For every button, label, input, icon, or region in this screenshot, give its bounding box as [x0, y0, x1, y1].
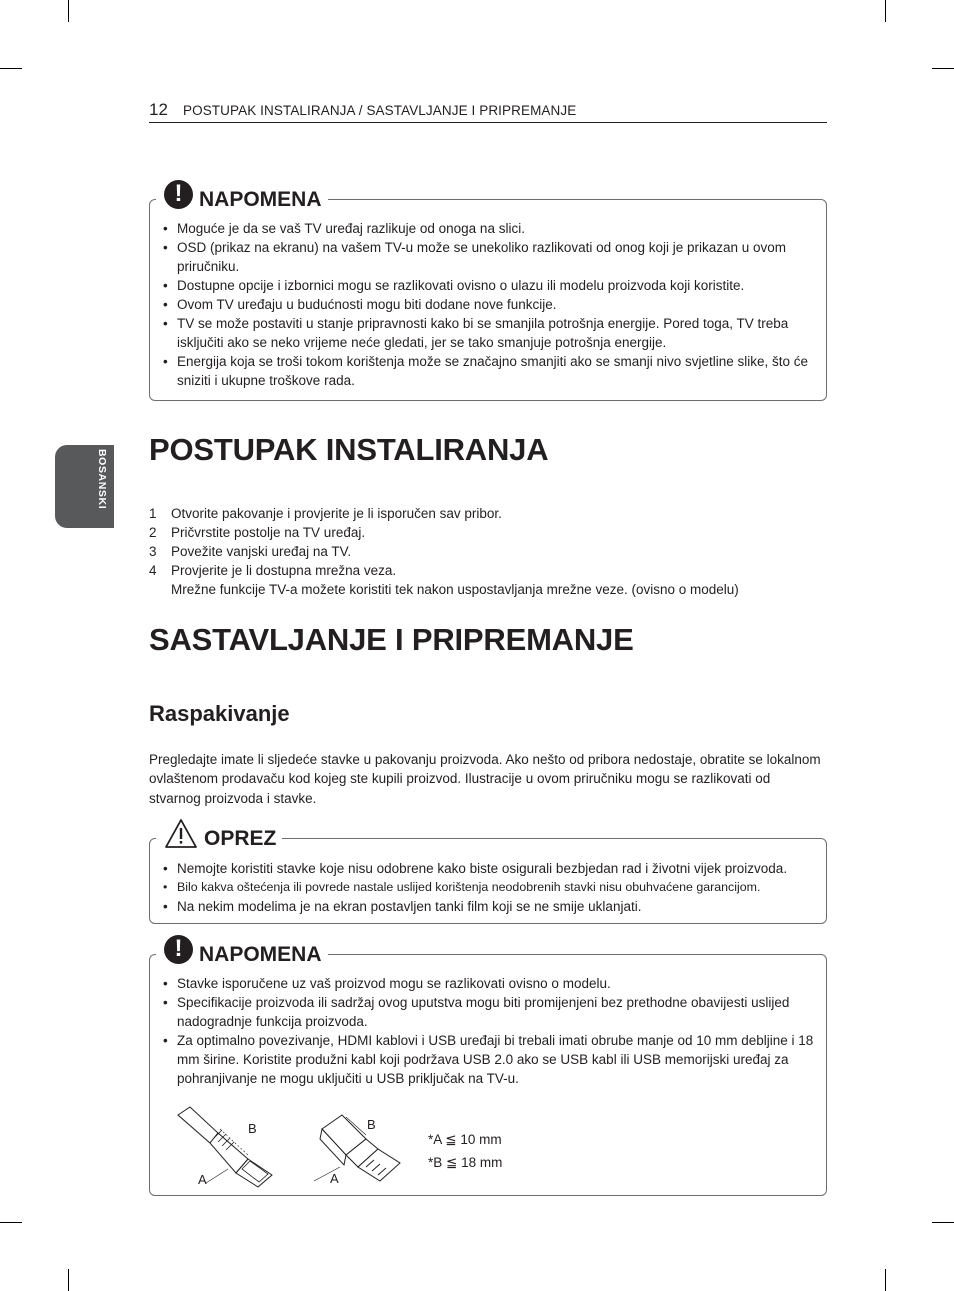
note-box [149, 180, 827, 401]
list-item: • Specifikacije proizvoda ili sadržaj ovog uputstva mogu biti promijenjeni bez prethodne obavijesti uslijed nadogradnje funkcija proizvoda. [163, 993, 816, 1031]
step-extra-text: Mrežne funkcije TV-a možete koristiti tek nakon uspostavljanja mrežne veze. (ovisno o modelu) [171, 582, 739, 597]
dimension-label-a: A [330, 1171, 339, 1186]
step-number: 4 [149, 563, 157, 578]
list-item: • Ovom TV uređaju u budućnosti mogu biti dodane nove funkcije. [163, 295, 816, 314]
step-item [149, 542, 829, 561]
caution-title: OPREZ [204, 827, 277, 850]
step-text: Provjerite je li dostupna mrežna veza. [171, 563, 397, 578]
running-title: POSTUPAK INSTALIRANJA / SASTAVLJANJE I PRIPREMANJE [183, 103, 577, 118]
step-item [149, 561, 829, 599]
caution-list [163, 859, 816, 916]
note-list [163, 974, 816, 1088]
dimension-label-b: B [367, 1117, 376, 1132]
list-item: • Dostupne opcije i izbornici mogu se razlikovati ovisno o ulazu ili modelu proizvoda koji koristite. [163, 276, 816, 295]
dimension-label-b: B [248, 1121, 257, 1136]
crop-mark [932, 68, 954, 69]
step-item [149, 504, 829, 523]
crop-mark [68, 0, 69, 22]
section-title: POSTUPAK INSTALIRANJA [149, 432, 549, 467]
crop-mark [0, 68, 22, 69]
caution-box [149, 827, 827, 924]
list-item: • Energija koja se troši tokom korištenja može se značajno smanjiti ako se smanji nivo svjetline slike, što će sniziti i ukupne troškove rada. [163, 352, 816, 390]
crop-mark [885, 0, 886, 22]
intro-paragraph: Pregledajte imate li sljedeće stavke u pakovanju proizvoda. Ako nešto od pribora nedostaje, obratite se lokalnom ovlaštenom prodavaču kod kojeg ste kupili proizvod. Ilustracije u ovom priručniku mogu se razlikovati od stvarnog proizvoda i stavke. [149, 752, 821, 806]
step-text: Pričvrstite postolje na TV uređaj. [171, 525, 366, 540]
subsection-title: Raspakivanje [149, 701, 290, 726]
list-item: • Na nekim modelima je na ekran postavljen tanki film koji se ne smije uklanjati. [163, 897, 816, 916]
warning-triangle-icon [164, 818, 198, 850]
list-item: • Nemojte koristiti stavke koje nisu odobrene kako biste osigurali bezbjedan rad i životni vijek proizvoda. [163, 859, 816, 878]
step-item [149, 523, 829, 542]
exclamation-icon: ! [164, 935, 193, 964]
dimension-spec-b: *B ≦ 18 mm [428, 1155, 503, 1170]
step-number: 3 [149, 544, 157, 559]
language-tab-label: BOSANSKI [96, 449, 108, 510]
dimension-label-a: A [198, 1172, 207, 1187]
crop-mark [932, 1222, 954, 1223]
list-item: • Moguće je da se vaš TV uređaj razlikuje od onoga na slici. [163, 219, 816, 238]
list-item: • Stavke isporučene uz vaš proizvod mogu se razlikovati ovisno o modelu. [163, 974, 816, 993]
page-header [149, 100, 827, 123]
note-list [163, 219, 816, 390]
list-item: • TV se može postaviti u stanje pripravnosti kako bi se smanjila potrošnja energije. Pored toga, TV treba isključiti ako se neko vrijeme neće gledati, jer se tako smanjuje potrošnja energije. [163, 314, 816, 352]
usb-connector-illustration [300, 1107, 410, 1187]
step-text: Otvorite pakovanje i provjerite je li isporučen sav pribor. [171, 506, 502, 521]
list-item: • Bilo kakva oštećenja ili povrede nastale uslijed korištenja neodobrenih stavki nisu obuhvaćene garancijom. [163, 878, 816, 897]
page-number: 12 [149, 100, 168, 119]
note-header [156, 935, 328, 975]
install-steps [149, 504, 829, 599]
step-number: 2 [149, 525, 157, 540]
section-title: SASTAVLJANJE I PRIPREMANJE [149, 622, 634, 657]
crop-mark [0, 1222, 22, 1223]
note-title: NAPOMENA [199, 188, 322, 211]
note-header [156, 180, 328, 220]
step-number: 1 [149, 506, 157, 521]
caution-header [156, 819, 282, 859]
list-item: • Za optimalno povezivanje, HDMI kablovi i USB uređaji bi trebali imati obrube manje od 10 mm debljine i 18 mm širine. Koristite produžni kabl koji podržava USB 2.0 ako se USB kabl ili USB memorijski uređaj za pohranjivanje ne mogu uključiti u USB priključak na TV-u. [163, 1031, 816, 1088]
list-item: • OSD (prikaz na ekranu) na vašem TV-u može se unekoliko razlikovati od onog koji je prikazan u ovom priručniku. [163, 238, 816, 276]
hdmi-connector-illustration [170, 1103, 285, 1188]
step-text: Povežite vanjski uređaj na TV. [171, 544, 352, 559]
crop-mark [68, 1269, 69, 1291]
exclamation-icon: ! [164, 180, 193, 209]
crop-mark [885, 1269, 886, 1291]
note-title: NAPOMENA [199, 943, 322, 966]
dimension-spec-a: *A ≦ 10 mm [428, 1132, 502, 1147]
